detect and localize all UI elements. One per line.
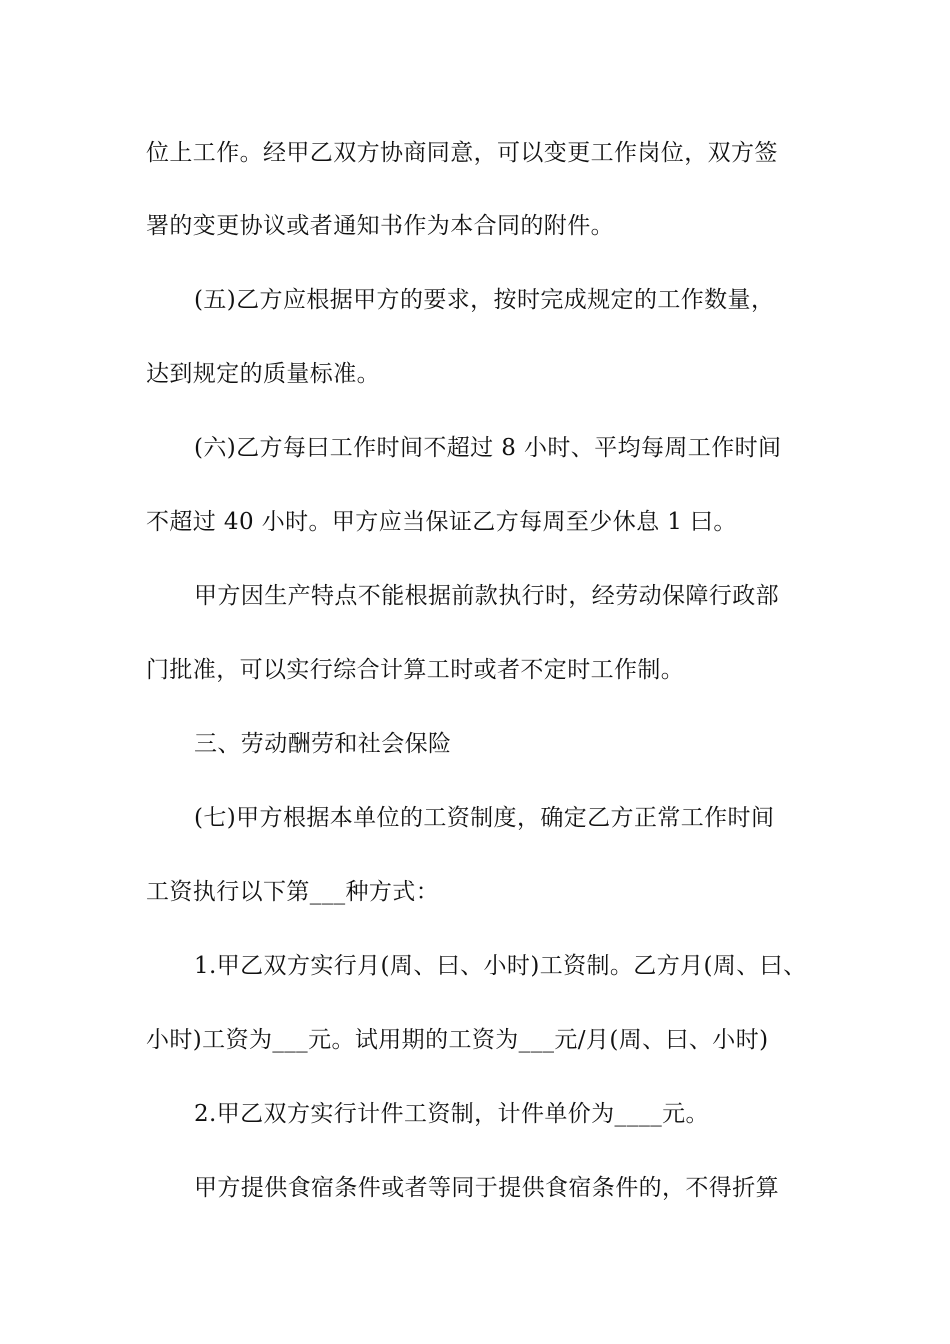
body-text-line: 工资执行以下第___种方式： — [146, 879, 440, 905]
body-text-line: 达到规定的质量标准。 — [146, 361, 380, 387]
paragraph-5-line: (五)乙方应根据甲方的要求，按时完成规定的工作数量， — [194, 287, 775, 313]
body-text-line: 甲方因生产特点不能根据前款执行时，经劳动保障行政部 — [194, 583, 779, 609]
section-heading: 三、劳动酬劳和社会保险 — [194, 731, 452, 757]
paragraph-7-line: (七)甲方根据本单位的工资制度，确定乙方正常工作时间 — [194, 805, 775, 831]
body-text-line: 甲方提供食宿条件或者等同于提供食宿条件的，不得折算 — [194, 1175, 779, 1201]
body-text-line: 不超过 40 小时。甲方应当保证乙方每周至少休息 1 曰。 — [146, 509, 737, 535]
body-text-line: 署的变更协议或者通知书作为本合同的附件。 — [146, 213, 614, 239]
body-text-line: 位上工作。经甲乙双方协商同意，可以变更工作岗位，双方签 — [146, 140, 778, 166]
body-text-line: 门批准，可以实行综合计算工时或者不定时工作制。 — [146, 657, 685, 683]
list-item-1-line: 1.甲乙双方实行月(周、曰、小时)工资制。乙方月(周、曰、 — [194, 953, 807, 979]
list-item-2-line: 2.甲乙双方实行计件工资制，计件单价为____元。 — [194, 1101, 709, 1127]
body-text-line: 小时)工资为___元。试用期的工资为___元/月(周、曰、小时) — [146, 1027, 769, 1053]
paragraph-6-line: (六)乙方每曰工作时间不超过 8 小时、平均每周工作时间 — [194, 435, 782, 461]
